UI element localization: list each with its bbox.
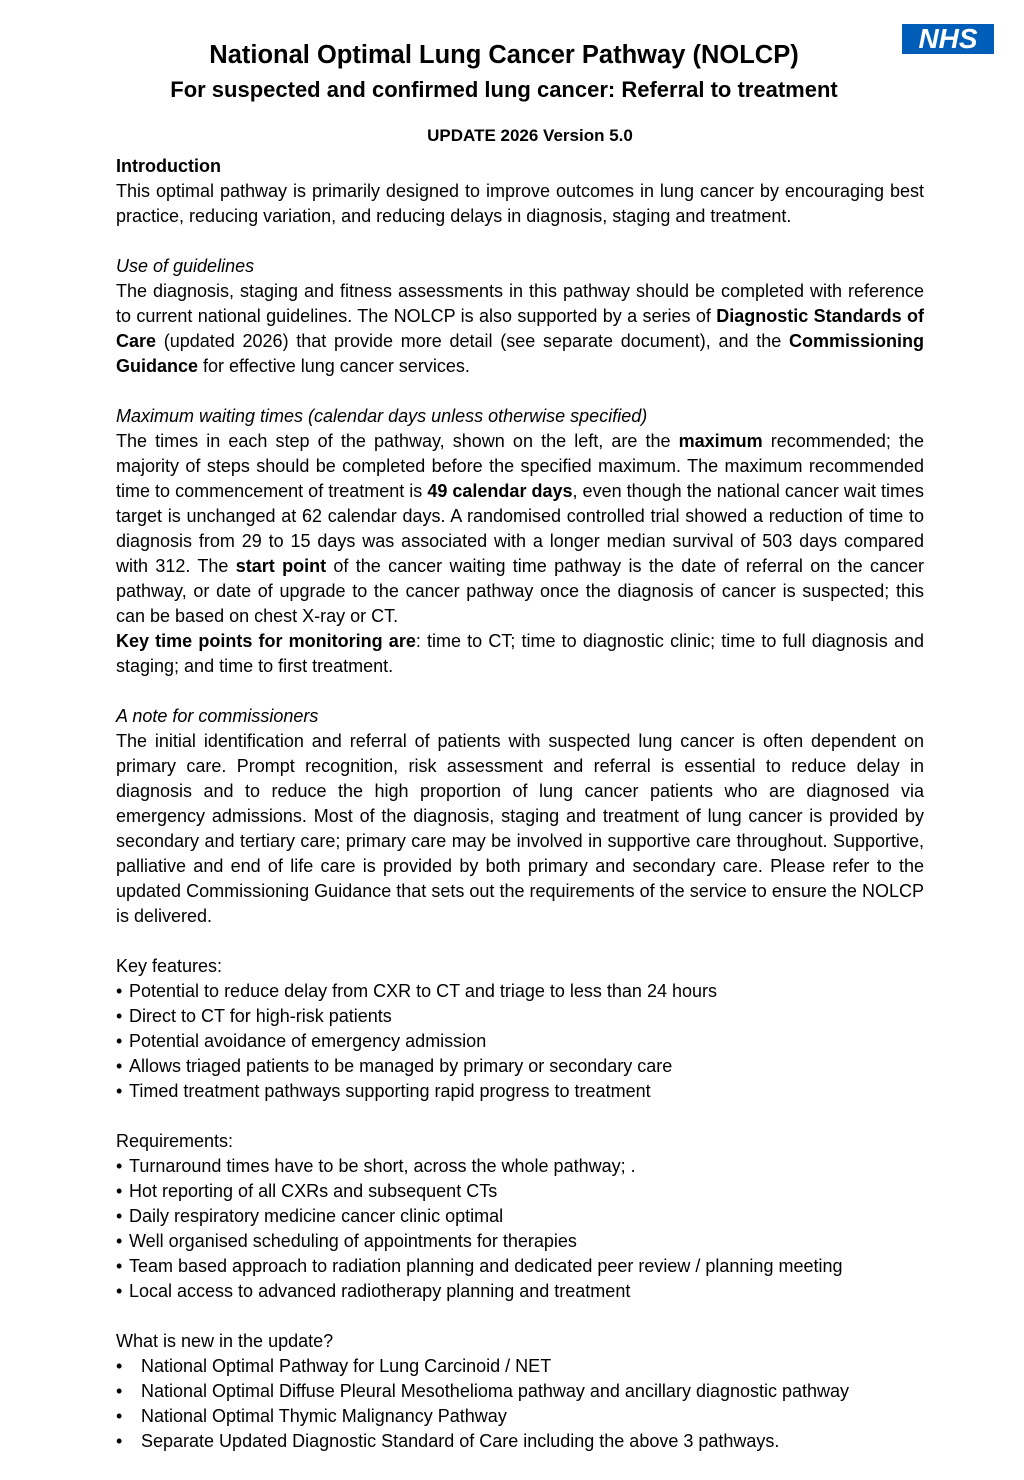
whats-new-list	[116, 1354, 924, 1454]
nhs-logo: NHS	[902, 24, 994, 54]
list-item: • Hot reporting of all CXRs and subsequent CTs	[116, 1179, 924, 1204]
list-item: • Timed treatment pathways supporting rapid progress to treatment	[116, 1079, 924, 1104]
page-title: National Optimal Lung Cancer Pathway (NOLCP)	[209, 41, 799, 69]
intro-heading: Introduction	[116, 156, 221, 176]
document-body	[116, 154, 924, 1454]
commissioners-heading: A note for commissioners	[116, 706, 319, 726]
list-item: • Team based approach to radiation planning and dedicated peer review / planning meeting	[116, 1254, 924, 1279]
diagnostic-standards-link-text: Diagnostic Standards of Care	[116, 306, 924, 351]
version-label: UPDATE 2026 Version 5.0	[427, 126, 633, 145]
list-item: • Potential to reduce delay from CXR to CT and triage to less than 24 hours	[116, 979, 924, 1004]
list-item: • Well organised scheduling of appointments for therapies	[116, 1229, 924, 1254]
page-subtitle: For suspected and confirmed lung cancer: Referral to treatment	[170, 77, 838, 102]
list-item: • National Optimal Thymic Malignancy Pathway	[116, 1404, 924, 1429]
intro-text: This optimal pathway is primarily designed to improve outcomes in lung cancer by encouraging best practice, reducing variation, and reducing delays in diagnosis, staging and treatment.	[116, 181, 924, 226]
requirements-list	[116, 1154, 924, 1304]
list-item: • Separate Updated Diagnostic Standard of Care including the above 3 pathways.	[116, 1429, 924, 1454]
list-item: • Allows triaged patients to be managed by primary or secondary care	[116, 1054, 924, 1079]
list-item: • Daily respiratory medicine cancer clinic optimal	[116, 1204, 924, 1229]
list-item: • Potential avoidance of emergency admission	[116, 1029, 924, 1054]
list-item: • Turnaround times have to be short, across the whole pathway; .	[116, 1154, 924, 1179]
key-features-heading: Key features:	[116, 956, 223, 976]
commissioning-guidance-text: Commissioning Guidance	[116, 331, 924, 376]
list-item: • Direct to CT for high-risk patients	[116, 1004, 924, 1029]
list-item: • Local access to advanced radiotherapy planning and treatment	[116, 1279, 924, 1304]
waiting-times-text: The times in each step of the pathway, shown on the left, are the maximum recommended; the majority of steps should be completed before the specified maximum. The maximum recommended time to commencement of treatment is 49 calendar days, even though the national cancer wait times target is unchanged at 62 calendar days. A randomised controlled trial showed a reduction of time to diagnosis from 29 to 15 days was associated with a longer median survival of 503 days compared with 312. The start point of the cancer waiting time pathway is the date of referral on the cancer pathway, or date of upgrade to the cancer pathway once the diagnosis of cancer is suspected; this can be based on chest X-ray or CT.	[116, 431, 924, 626]
requirements-heading: Requirements:	[116, 1131, 234, 1151]
commissioners-text: The initial identification and referral of patients with suspected lung cancer is often dependent on primary care. Prompt recognition, risk assessment and referral is essential to reduce delay in diagnosis and to reduce the high proportion of lung cancer patients who are diagnosed via emergency admissions. Most of the diagnosis, staging and treatment of lung cancer is provided by secondary and tertiary care; primary care may be involved in supportive care throughout. Supportive, palliative and end of life care is provided by both primary and secondary care. Please refer to the updated Commissioning Guidance that sets out the requirements of the service to ensure the NOLCP is delivered.	[116, 731, 924, 926]
guidelines-heading: Use of guidelines	[116, 256, 255, 276]
list-item: • National Optimal Diffuse Pleural Mesothelioma pathway and ancillary diagnostic pathway	[116, 1379, 924, 1404]
whats-new-heading: What is new in the update?	[116, 1331, 334, 1351]
list-item: • National Optimal Pathway for Lung Carcinoid / NET	[116, 1354, 924, 1379]
key-time-points-text: Key time points for monitoring are: time to CT; time to diagnostic clinic; time to full diagnosis and staging; and time to first treatment.	[116, 631, 925, 676]
key-features-list	[116, 979, 924, 1104]
waiting-times-heading: Maximum waiting times (calendar days unless otherwise specified)	[116, 406, 648, 426]
guidelines-text: The diagnosis, staging and fitness assessments in this pathway should be completed with reference to current national guidelines. The NOLCP is also supported by a series of Diagnostic Standards of Care (updated 2026) that provide more detail (see separate document), and the Commissioning Guidance for effective lung cancer services.	[116, 281, 924, 376]
